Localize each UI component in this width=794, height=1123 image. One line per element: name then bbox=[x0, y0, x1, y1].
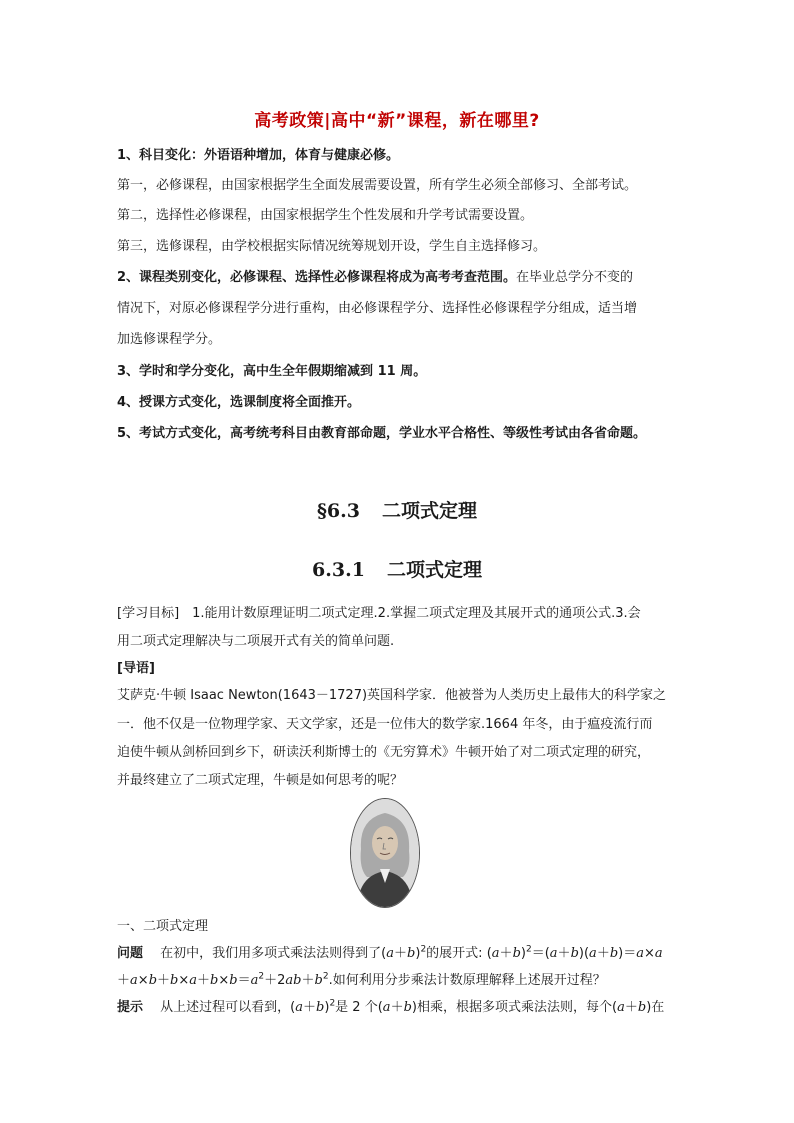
part1-heading: 一、二项式定理 bbox=[117, 919, 209, 934]
intro-line-1: 艾萨克·牛顿 Isaac Newton(1643－1727)英国科学家．他被誉为人类历史上最伟大的科学家之 bbox=[117, 688, 667, 703]
intro-line-3: 迫使牛顿从剑桥回到乡下，研读沃利斯博士的《无穷算术》牛顿开始了对二项式定理的研究， bbox=[117, 745, 651, 760]
policy-item-3: 3、学时和学分变化，高中生全年假期缩减到 11 周。 bbox=[117, 364, 427, 379]
intro-line-2: 一．他不仅是一位物理学家、天文学家，还是一位伟大的数学家.1664 年冬，由于瘟疫流行而 bbox=[117, 717, 653, 732]
section-title: 二项式定理 bbox=[381, 500, 477, 522]
policy-title: 高考政策|高中“新”课程，新在哪里? bbox=[254, 111, 540, 131]
newton-portrait-image bbox=[351, 799, 419, 907]
policy-item-4: 4、授课方式变化，选课制度将全面推开。 bbox=[117, 395, 361, 410]
hint-label: 提示 bbox=[117, 1000, 144, 1015]
question-text-b: 的展开式: bbox=[426, 946, 483, 961]
question-label: 问题 bbox=[117, 946, 144, 961]
goals-line-2: 用二项式定理解决与二项展开式有关的简单问题. bbox=[117, 634, 395, 649]
policy-item-2-tail: 在毕业总学分不变的 bbox=[516, 270, 634, 285]
policy-item-5: 5、考试方式变化，高考统考科目由教育部命题，学业水平合格性、等级性考试由各省命题。 bbox=[117, 426, 647, 441]
hint-text-a: 从上述过程可以看到， bbox=[160, 1000, 291, 1015]
section-heading bbox=[0, 496, 794, 523]
hint-text-b: 是 2 个 bbox=[335, 1000, 378, 1015]
subsection-number: 6.3.1 bbox=[312, 559, 365, 581]
policy-item-2-line2: 情况下，对原必修课程学分进行重构，由必修课程学分、选择性必修课程学分组成，适当增 bbox=[117, 301, 638, 316]
policy-item-1: 1、科目变化：外语语种增加，体育与健康必修。 bbox=[117, 148, 400, 163]
policy-third: 第三，选修课程，由学校根据实际情况统筹规划开设，学生自主选择修习。 bbox=[117, 239, 547, 254]
newton-portrait bbox=[350, 798, 420, 908]
hint-line: 提示 从上述过程可以看到，$(a+b)^2$是 2 个(a＋b)相乘，根据多项式乘法法则，每个(a＋b)在 bbox=[117, 998, 665, 1015]
policy-second: 第二，选择性必修课程，由国家根据学生个性发展和升学考试需要设置。 bbox=[117, 208, 534, 223]
question-line-1: 问题 在初中，我们用多项式乘法法则得到了$(a+b)^2$的展开式: $(a+b)^2=(a+b)(a+b)=a\times a$ bbox=[117, 944, 663, 961]
hint-text-d: 在 bbox=[651, 1000, 665, 1015]
hint-text-c: 相乘，根据多项式乘法法则，每个 bbox=[416, 1000, 612, 1015]
question-line-2: $+a\times b+b\times a+b\times b=a^2+2ab+b^2$.如何利用分步乘法计数原理解释上述展开过程？ bbox=[117, 971, 606, 988]
policy-item-2-line1 bbox=[117, 268, 681, 288]
policy-item-2-line3: 加选修课程学分。 bbox=[117, 332, 222, 347]
intro-line-4: 并最终建立了二项式定理，牛顿是如何思考的呢？ bbox=[117, 773, 404, 788]
intro-label: [导语] bbox=[117, 661, 155, 676]
policy-first: 第一，必修课程，由国家根据学生全面发展需要设置，所有学生必须全部修习、全部考试。 bbox=[117, 178, 638, 193]
subsection-heading bbox=[0, 555, 794, 582]
section-number: §6.3 bbox=[316, 500, 360, 522]
policy-item-2-bold: 2、课程类别变化，必修课程、选择性必修课程将成为高考考查范围。 bbox=[117, 270, 517, 285]
goals-line-1: [学习目标] 1.能用计数原理证明二项式定理.2.掌握二项式定理及其展开式的通项公式.3.会 bbox=[117, 606, 641, 621]
question-text-a: 在初中，我们用多项式乘法法则得到了 bbox=[160, 946, 382, 961]
subsection-title: 二项式定理 bbox=[386, 559, 482, 581]
question-text-tail: .如何利用分步乘法计数原理解释上述展开过程？ bbox=[328, 973, 606, 988]
